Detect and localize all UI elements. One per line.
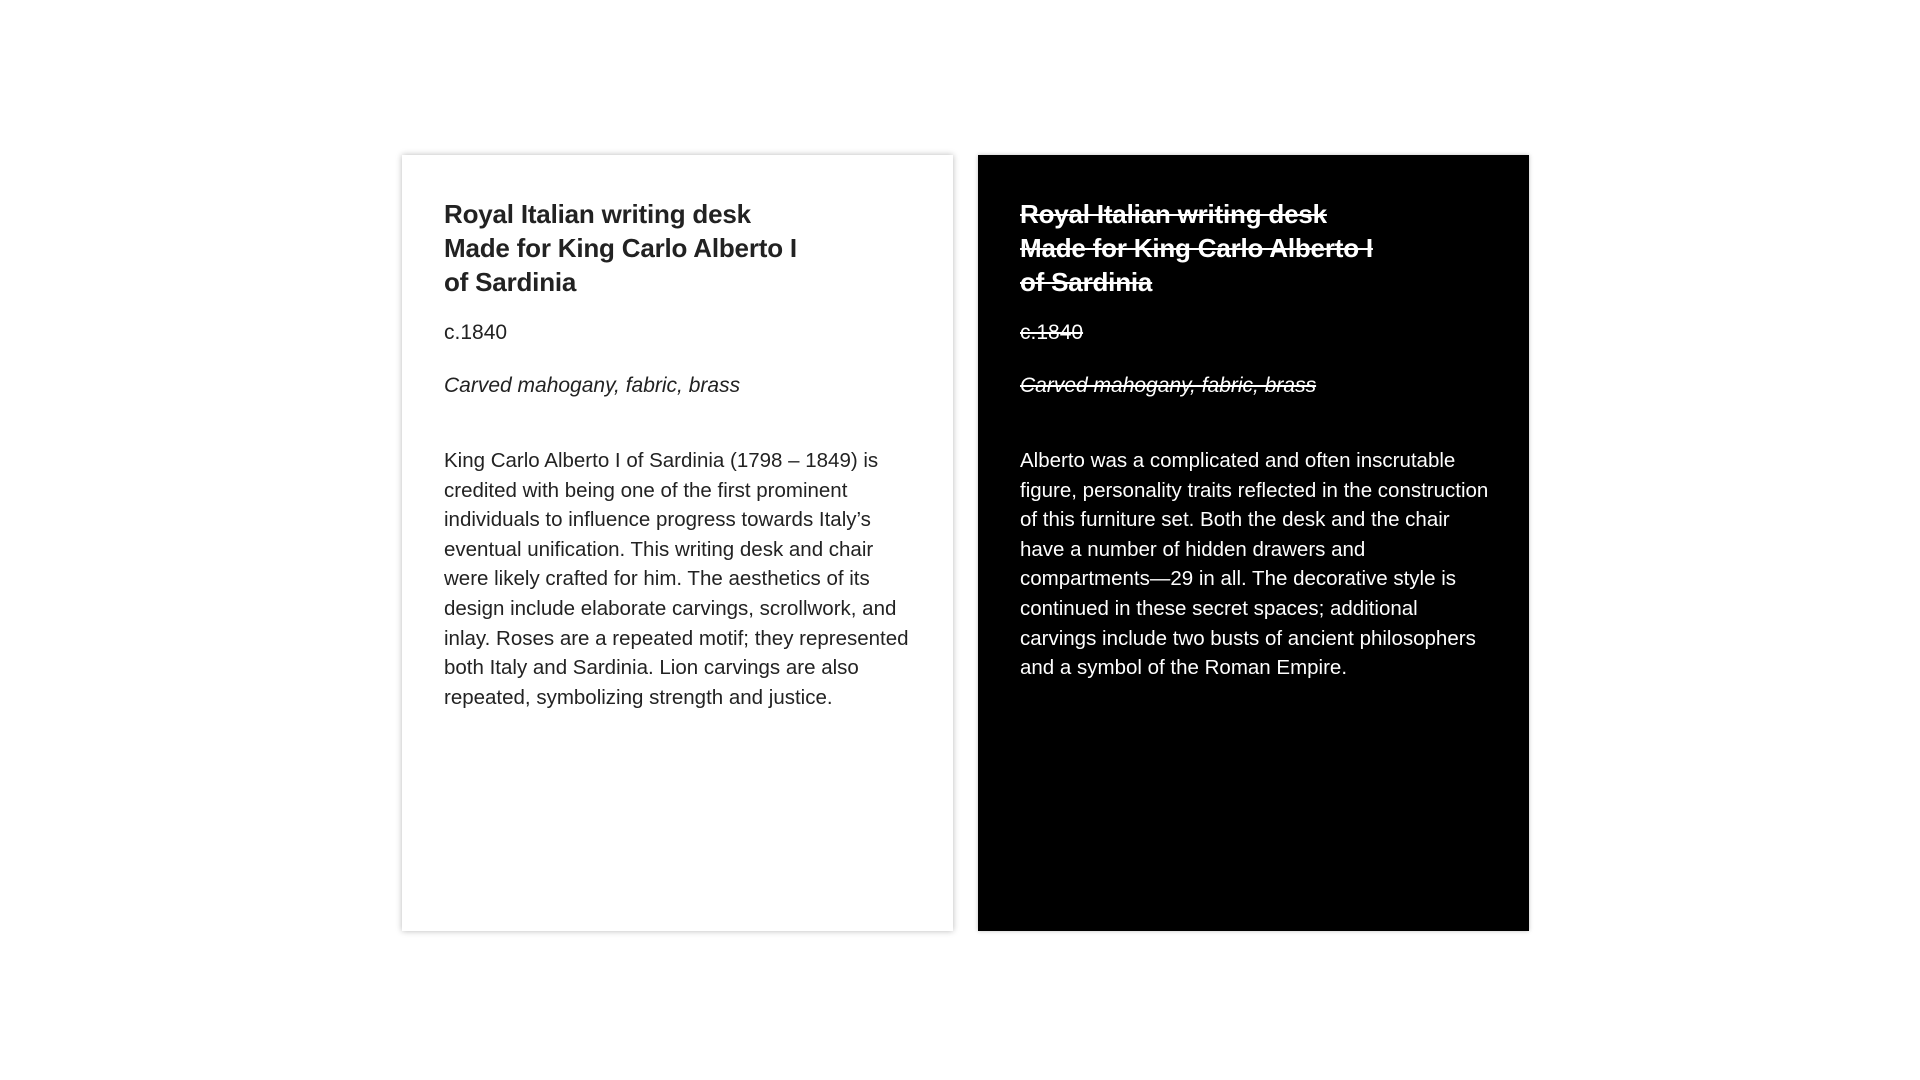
title-line-3: of Sardinia [444, 267, 577, 297]
museum-label-original [402, 155, 953, 931]
title-line-2-struck: Made for King Carlo Alberto I [1020, 233, 1373, 263]
label-materials-struck: Carved mahogany, fabric, brass [1020, 374, 1317, 397]
label-materials: Carved mahogany, fabric, brass [444, 374, 741, 397]
label-description: King Carlo Alberto I of Sardinia (1798 – 1849) is credited with being one of the first prominent individuals to influence progress towards Italy’s eventual unification. This writing desk and chair were likely crafted for him. The aesthetics of its design include elaborate carvings, scrollwork, and inlay. Roses are a repeated motif; they represented both Italy and Sardinia. Lion carvings are also repeated, symbolizing strength and justice. [444, 449, 909, 709]
label-date: c.1840 [444, 321, 508, 344]
label-title [444, 197, 911, 299]
title-line-3-struck: of Sardinia [1020, 267, 1153, 297]
title-line-1: Royal Italian writing desk [444, 199, 751, 229]
museum-label-revised [978, 155, 1529, 931]
label-title-struck [1020, 197, 1487, 299]
title-line-2: Made for King Carlo Alberto I [444, 233, 797, 263]
title-line-1-struck: Royal Italian writing desk [1020, 199, 1327, 229]
label-description-revised: Alberto was a complicated and often inscrutable figure, personality traits reflected in the construction of this furniture set. Both the desk and the chair have a number of hidden drawers and compartments—29 in all. The decorative style is continued in these secret spaces; additional carvings include two busts of ancient philosophers and a symbol of the Roman Empire. [1020, 449, 1489, 680]
label-date-struck: c.1840 [1020, 321, 1084, 344]
